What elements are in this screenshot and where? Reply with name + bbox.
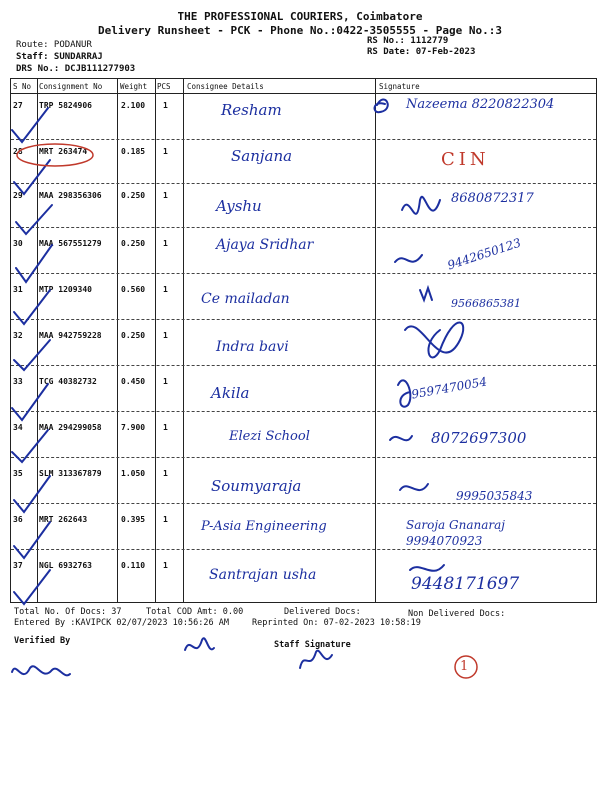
row-weight: 0.250 bbox=[121, 191, 146, 200]
signature-scribble-icon bbox=[390, 436, 412, 440]
row-sno: 34 bbox=[13, 423, 23, 432]
row-sno: 27 bbox=[13, 101, 23, 110]
consignee-handwriting: Ayshu bbox=[216, 197, 262, 215]
reprinted-on: Reprinted On: 07-02-2023 10:58:19 bbox=[252, 618, 421, 628]
row-consignment: MTP 1209340 bbox=[39, 285, 92, 294]
verified-by: Verified By bbox=[14, 636, 71, 646]
total-docs: Total No. Of Docs: 37 bbox=[14, 607, 122, 617]
row-pcs: 1 bbox=[163, 147, 168, 156]
tick-icon bbox=[14, 340, 50, 370]
delivered-docs: Delivered Docs: bbox=[284, 607, 361, 617]
tick-icon bbox=[12, 430, 48, 462]
receiver-signature: 8072697300 bbox=[431, 429, 527, 447]
row-weight: 0.450 bbox=[121, 377, 146, 386]
receiver-signature: 9995035843 bbox=[456, 489, 533, 503]
consignee-handwriting: Akila bbox=[211, 384, 250, 402]
consignee-handwriting: Ajaya Sridhar bbox=[216, 237, 314, 253]
row-pcs: 1 bbox=[163, 515, 168, 524]
signature-scribble-icon bbox=[398, 380, 410, 406]
receiver-signature: CIN bbox=[441, 149, 490, 170]
row-weight: 0.250 bbox=[121, 331, 146, 340]
row-sno: 33 bbox=[13, 377, 23, 386]
signature-scribble-icon bbox=[420, 288, 432, 300]
staff-label: Staff: SUNDARRAJ bbox=[16, 52, 103, 62]
row-pcs: 1 bbox=[163, 191, 168, 200]
row-sno: 30 bbox=[13, 239, 23, 248]
non-delivered-docs: Non Delivered Docs: bbox=[408, 609, 506, 619]
consignee-handwriting: Santrajan usha bbox=[209, 567, 317, 583]
row-consignment: TCG 40382732 bbox=[39, 377, 97, 386]
page-mark: 1 bbox=[460, 659, 469, 674]
row-weight: 0.560 bbox=[121, 285, 146, 294]
receiver-signature: 9597470054 bbox=[410, 374, 488, 402]
company-title: THE PROFESSIONAL COURIERS, Coimbatore bbox=[177, 10, 423, 23]
col-signature: Signature bbox=[379, 82, 420, 91]
row-weight: 1.050 bbox=[121, 469, 146, 478]
signature-scribble-icon bbox=[410, 565, 444, 571]
row-sno: 36 bbox=[13, 515, 23, 524]
consignee-handwriting: Soumyaraja bbox=[211, 477, 302, 495]
row-pcs: 1 bbox=[163, 239, 168, 248]
tick-icon bbox=[12, 108, 48, 142]
tick-icon bbox=[12, 384, 48, 420]
tick-icon bbox=[16, 245, 52, 282]
consignee-handwriting: P-Asia Engineering bbox=[201, 519, 327, 534]
verified-signature-icon bbox=[12, 666, 70, 675]
tick-icon bbox=[14, 522, 50, 558]
row-pcs: 1 bbox=[163, 469, 168, 478]
total-cod: Total COD Amt: 0.00 bbox=[146, 607, 244, 617]
row-pcs: 1 bbox=[163, 561, 168, 570]
col-sno: S No bbox=[13, 82, 32, 91]
row-consignment: MAA 567551279 bbox=[39, 239, 102, 248]
row-consignment: MRT 263474 bbox=[39, 147, 88, 156]
row-consignment: MRT 262643 bbox=[39, 515, 88, 524]
tick-icon bbox=[14, 476, 50, 512]
col-consignee: Consignee Details bbox=[187, 82, 264, 91]
row-consignment: MAA 294299058 bbox=[39, 423, 102, 432]
drs-number: DRS No.: DCJB111277903 bbox=[16, 64, 136, 74]
row-pcs: 1 bbox=[163, 423, 168, 432]
row-pcs: 1 bbox=[163, 331, 168, 340]
consignee-handwriting: Indra bavi bbox=[216, 339, 289, 355]
row-pcs: 1 bbox=[163, 101, 168, 110]
row-weight: 2.100 bbox=[121, 101, 146, 110]
row-sno: 28 bbox=[13, 147, 23, 156]
row-weight: 0.110 bbox=[121, 561, 146, 570]
receiver-signature: 9448171697 bbox=[411, 574, 520, 594]
row-weight: 0.250 bbox=[121, 239, 146, 248]
consignee-handwriting: Resham bbox=[221, 101, 282, 119]
col-pcs: PCS bbox=[157, 82, 171, 91]
row-consignment: MAA 298356306 bbox=[39, 191, 102, 200]
signature-scribble-icon bbox=[400, 484, 428, 490]
consignee-handwriting: Sanjana bbox=[231, 147, 293, 165]
receiver-signature: 9442650123 bbox=[445, 235, 523, 273]
highlight-circle-icon bbox=[17, 144, 93, 166]
entry-signature-icon bbox=[185, 638, 214, 650]
col-consignment: Consignment No bbox=[39, 82, 103, 91]
row-pcs: 1 bbox=[163, 377, 168, 386]
row-sno: 31 bbox=[13, 285, 23, 294]
tick-icon bbox=[14, 290, 50, 324]
entered-by: Entered By :KAVIPCK 02/07/2023 10:56:26 AM bbox=[14, 618, 229, 628]
signature-scribble-icon bbox=[395, 255, 422, 262]
row-weight: 7.900 bbox=[121, 423, 146, 432]
row-sno: 29 bbox=[13, 191, 23, 200]
receiver-signature: 9566865381 bbox=[451, 297, 521, 310]
row-weight: 0.395 bbox=[121, 515, 146, 524]
route-label: Route: PODANUR bbox=[16, 40, 92, 50]
rs-date: RS Date: 07-Feb-2023 bbox=[367, 47, 476, 57]
signature-scribble-icon bbox=[405, 323, 463, 358]
row-weight: 0.185 bbox=[121, 147, 146, 156]
row-pcs: 1 bbox=[163, 285, 168, 294]
row-sno: 37 bbox=[13, 561, 23, 570]
row-consignment: NGL 6932763 bbox=[39, 561, 92, 570]
consignee-handwriting: Ce mailadan bbox=[201, 291, 290, 307]
receiver-signature: 8680872317 bbox=[451, 191, 534, 206]
row-sno: 35 bbox=[13, 469, 23, 478]
rs-number: RS No.: 1112779 bbox=[367, 36, 449, 46]
row-consignment: TRP 5824906 bbox=[39, 101, 92, 110]
col-weight: Weight bbox=[120, 82, 148, 91]
receiver-signature: Saroja Gnanaraj 9994070923 bbox=[406, 518, 505, 548]
consignee-handwriting: Elezi School bbox=[229, 429, 310, 444]
runsheet-subtitle: Delivery Runsheet - PCK - Phone No.:0422-3505555 - Page No.:3 bbox=[98, 24, 502, 37]
staff-signature-icon bbox=[300, 651, 332, 668]
row-consignment: SLM 313367879 bbox=[39, 469, 102, 478]
receiver-signature: Nazeema 8220822304 bbox=[406, 97, 555, 112]
staff-signature-label: Staff Signature bbox=[274, 640, 351, 650]
tick-icon bbox=[14, 570, 50, 604]
signature-scribble-icon bbox=[375, 99, 388, 112]
signature-scribble-icon bbox=[402, 197, 440, 214]
row-sno: 32 bbox=[13, 331, 23, 340]
row-consignment: MAA 942759228 bbox=[39, 331, 102, 340]
tick-icon bbox=[16, 205, 52, 234]
